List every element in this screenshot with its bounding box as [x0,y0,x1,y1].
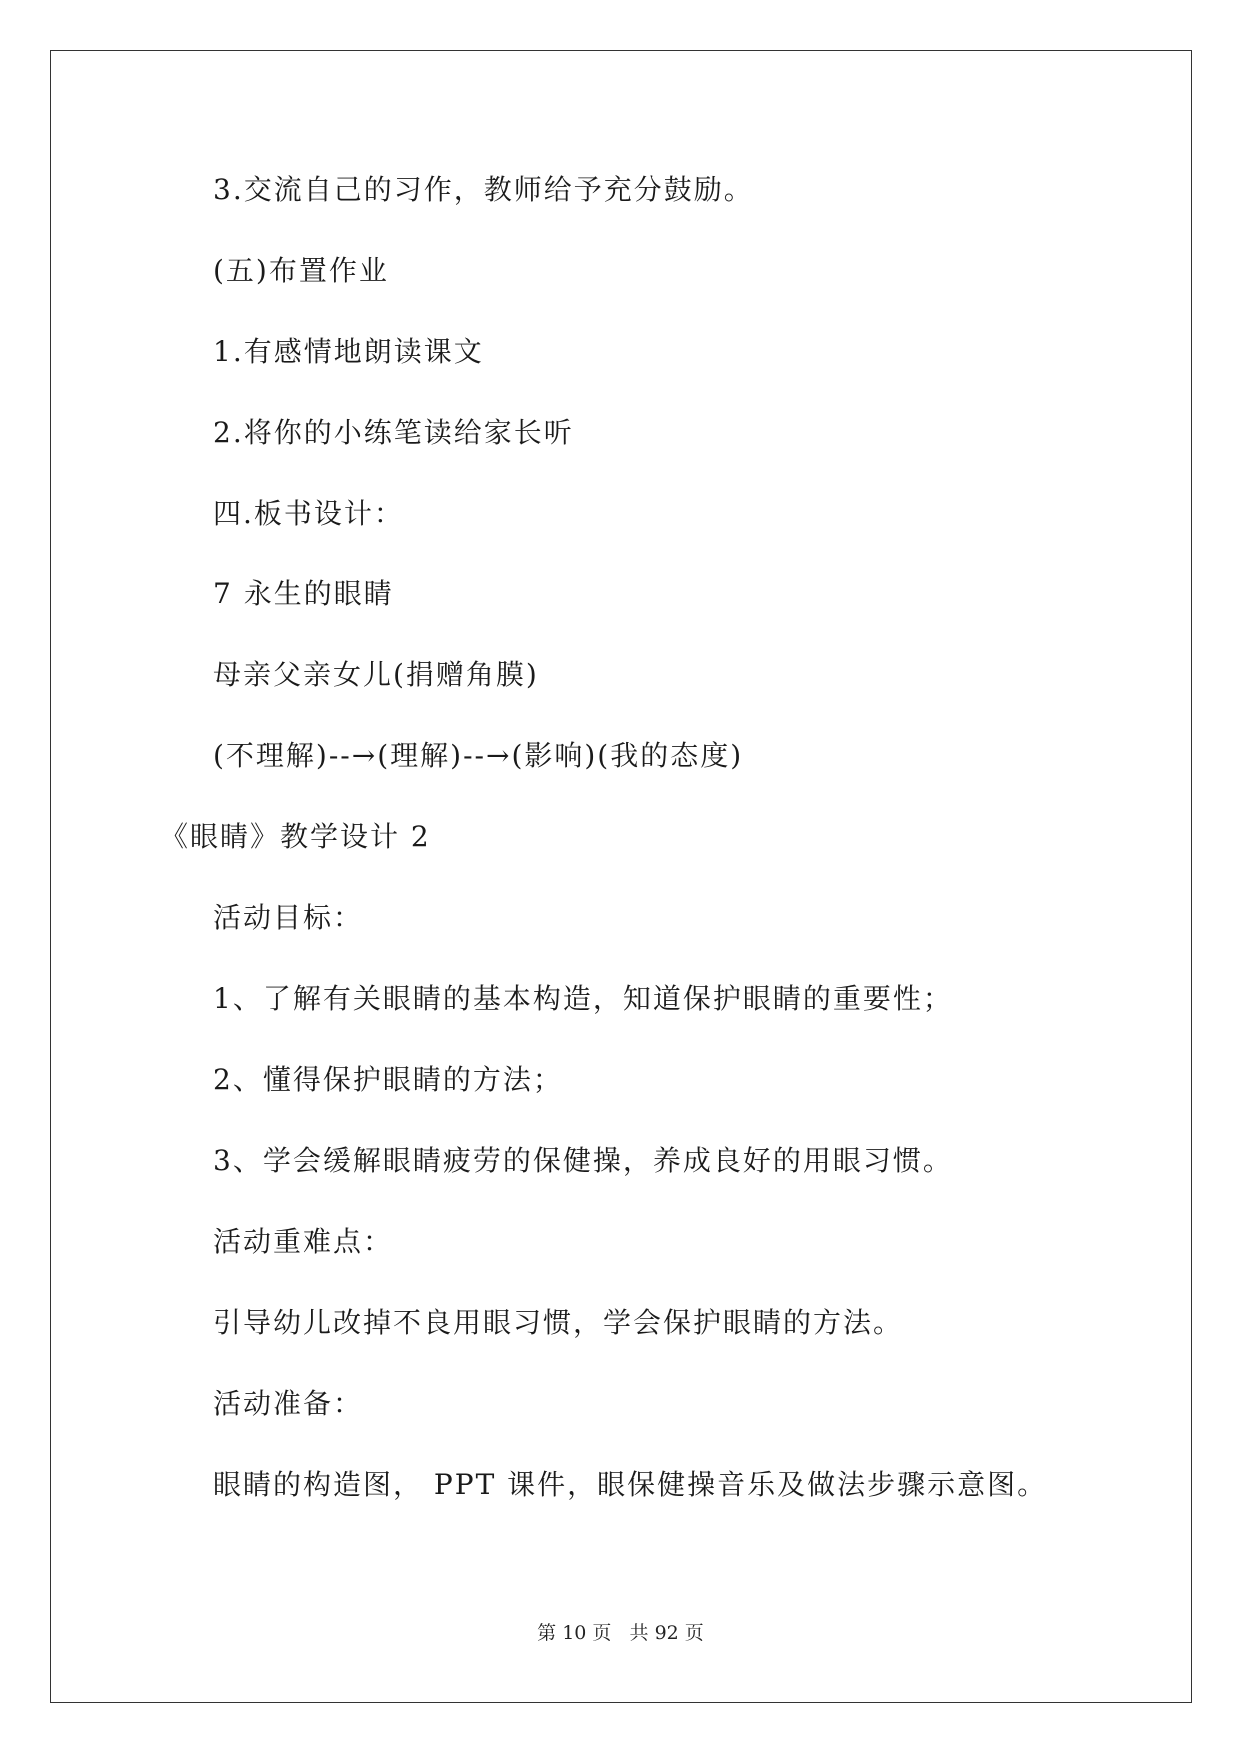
section-heading: 活动准备： [213,1387,364,1420]
page-border [50,50,1192,1703]
paragraph-line: 引导幼儿改掉不良用眼习惯，学会保护眼睛的方法。 [213,1306,904,1339]
paragraph-line: 7 永生的眼睛 [213,577,394,610]
section-heading: (五)布置作业 [213,254,389,287]
paragraph-line: 眼睛的构造图， PPT 课件，眼保健操音乐及做法步骤示意图。 [213,1468,1048,1501]
paragraph-line: 2、懂得保护眼睛的方法； [213,1063,563,1096]
section-heading: 四.板书设计： [213,497,404,530]
paragraph-line: 2.将你的小练笔读给家长听 [213,416,574,449]
paragraph-line: 3、学会缓解眼睛疲劳的保健操，养成良好的用眼习惯。 [213,1144,953,1177]
paragraph-line: 母亲父亲女儿(捐赠角膜) [213,658,539,691]
paragraph-line: 1、了解有关眼睛的基本构造，知道保护眼睛的重要性； [213,982,953,1015]
paragraph-line: (不理解)--→(理解)--→(影响)(我的态度) [213,739,744,772]
paragraph-line: 1.有感情地朗读课文 [213,335,484,368]
section-heading: 活动目标： [213,901,364,934]
paragraph-line: 3.交流自己的习作，教师给予充分鼓励。 [213,173,754,206]
section-heading: 活动重难点： [213,1225,394,1258]
page-number-footer: 第 10 页 共 92 页 [537,1622,704,1644]
document-title: 《眼睛》教学设计 2 [160,820,431,853]
